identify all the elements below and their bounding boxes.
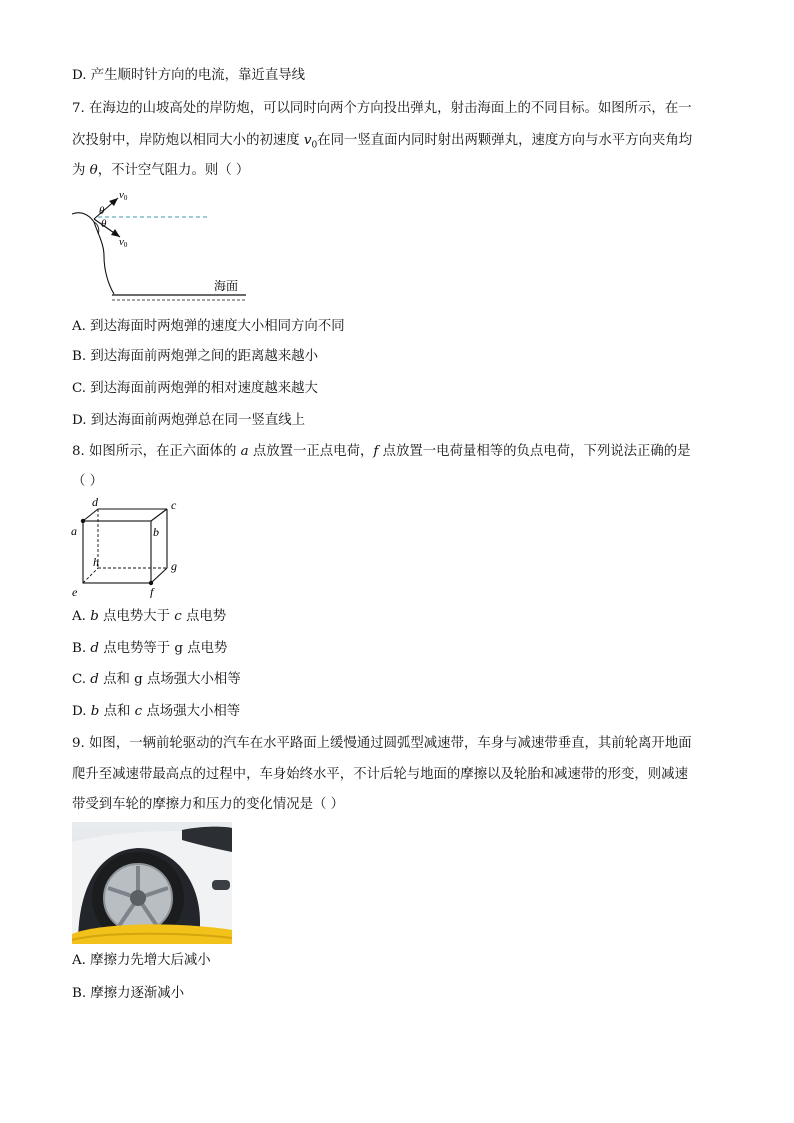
cliff-outline	[72, 213, 114, 294]
theta-label-lower: θ	[101, 218, 107, 230]
vertex-label-d: d	[92, 495, 98, 509]
vertex-label-c: c	[171, 498, 177, 512]
q9-option-a: A. 摩擦力先增大后减小	[72, 953, 211, 968]
v0-label-lower: v0	[119, 236, 128, 249]
vertex-label-h: h	[93, 555, 99, 569]
q8-option-a: A. b 点电势大于 c 点电势	[72, 609, 227, 624]
q8-stem-line1: 8. 如图所示，在正六面体的 a 点放置一正点电荷，f 点放置一电荷量相等的负点电荷，下列说法正确的是	[72, 444, 691, 459]
q7-option-b: B. 到达海面前两炮弹之间的距离越来越小	[72, 349, 318, 364]
vertex-label-e: e	[72, 585, 78, 598]
v0-label-upper: v0	[119, 189, 128, 202]
q9-stem-line1: 9. 如图，一辆前轮驱动的汽车在水平路面上缓慢通过圆弧型减速带，车身与减速带垂直，其前轮离开地面	[72, 736, 692, 751]
q9-car-wheel-photo	[72, 822, 232, 944]
q9-stem-line3: 带受到车轮的摩擦力和压力的变化情况是（ ）	[72, 797, 345, 812]
q7-option-c: C. 到达海面前两炮弹的相对速度越来越大	[72, 381, 318, 396]
vertex-label-g: g	[171, 559, 177, 573]
q8-stem-line2: （ ）	[72, 474, 104, 489]
q6-option-d: D. 产生顺时针方向的电流，靠近直导线	[72, 68, 306, 83]
q7-option-d: D. 到达海面前两炮弹总在同一竖直线上	[72, 413, 306, 428]
q8-figure-cube	[68, 494, 188, 598]
q9-option-b: B. 摩擦力逐渐减小	[72, 986, 185, 1001]
q7-option-a: A. 到达海面时两炮弹的速度大小相同方向不同	[72, 319, 345, 334]
q7-figure-cliff-cannon	[68, 184, 254, 308]
q7-stem-line2: 次投射中，岸防炮以相同大小的初速度 $v_0$在同一竖直面内同时射出两颗弹丸，速度方向与水平方向夹角均	[72, 133, 693, 151]
q9-stem-line2: 爬升至减速带最高点的过程中，车身始终水平，不计后轮与地面的摩擦以及轮胎和减速带的形变，则减速	[72, 767, 688, 782]
theta-label-upper: θ	[99, 205, 105, 217]
vertex-label-a: a	[71, 524, 77, 538]
vertex-label-f: f	[150, 585, 154, 598]
q7-stem-line1: 7. 在海边的山坡高处的岸防炮，可以同时向两个方向投出弹丸，射击海面上的不同目标。如图所示，在一	[72, 101, 692, 116]
q8-option-c: C. d 点和 g 点场强大小相等	[72, 672, 241, 687]
q7-stem-line3: 为 θ，不计空气阻力。则（ ）	[72, 163, 250, 178]
vertex-label-b: b	[153, 525, 159, 539]
q8-option-d: D. b 点和 c 点场强大小相等	[72, 704, 241, 719]
q8-option-b: B. d 点电势等于 g 点电势	[72, 641, 228, 656]
cube-front-face	[83, 521, 151, 583]
sea-label: 海面	[214, 279, 239, 293]
positive-charge-point-a	[81, 519, 85, 523]
